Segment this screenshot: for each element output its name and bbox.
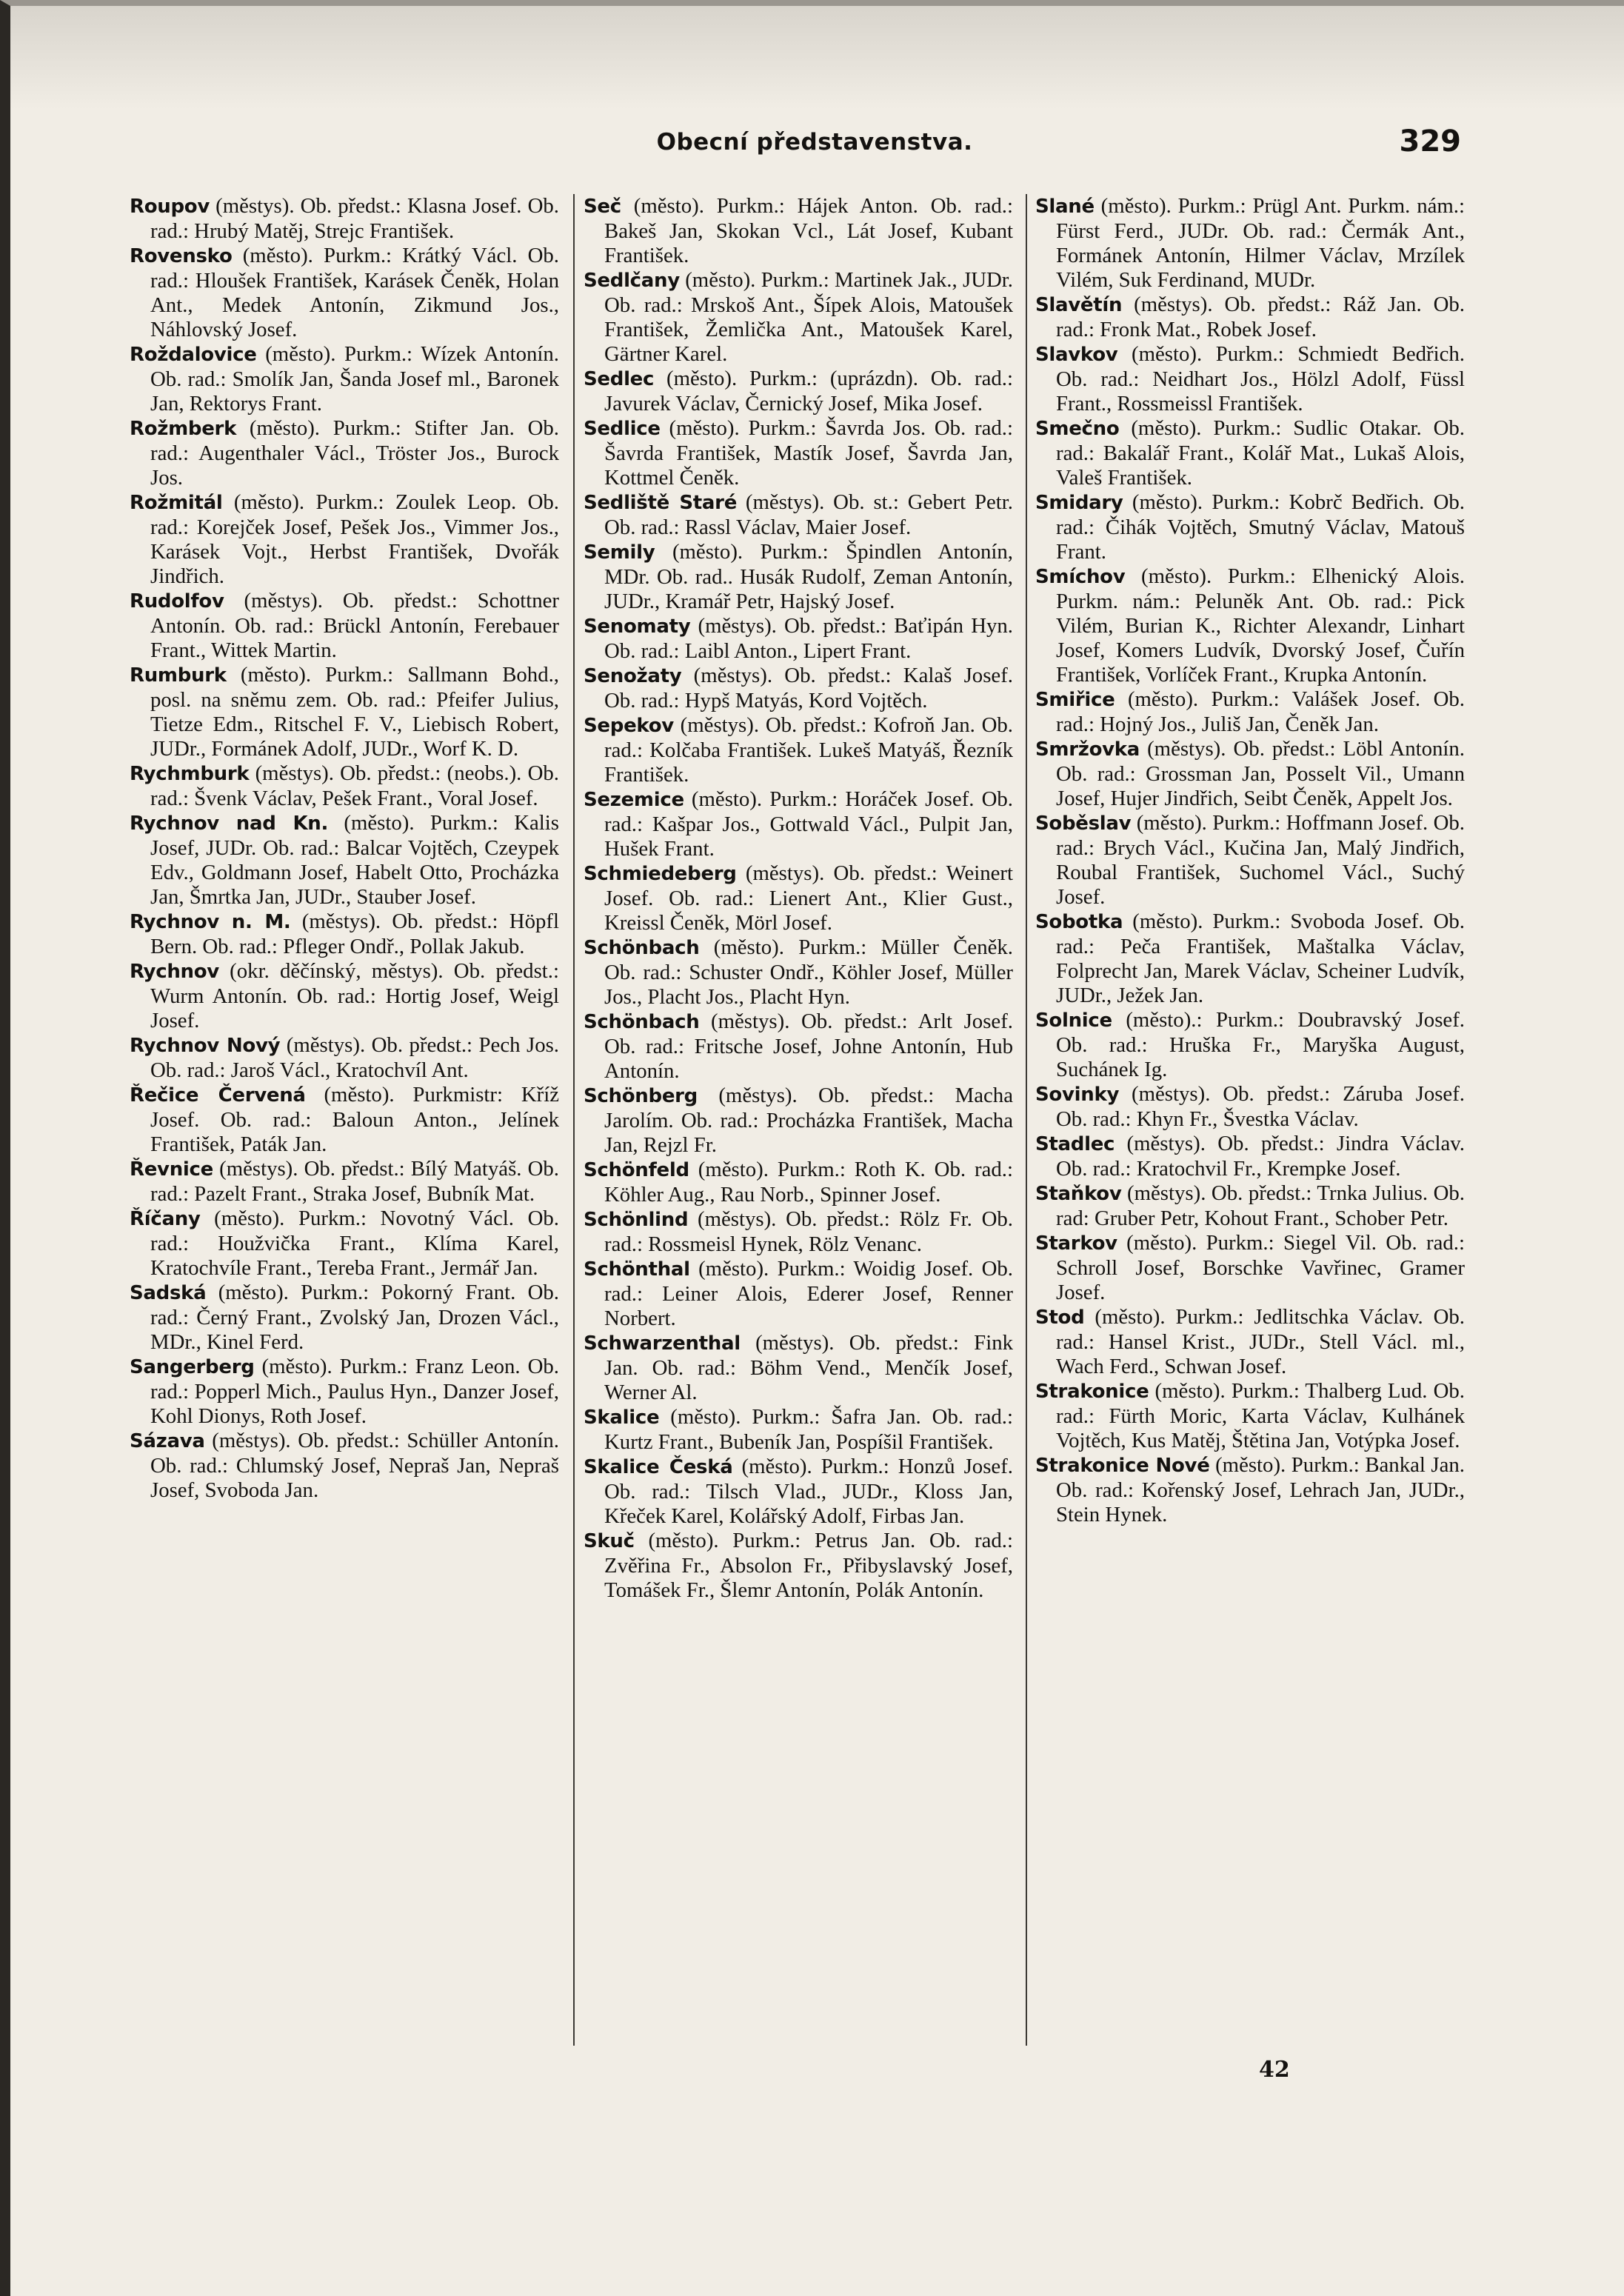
entry-text: (městys). Ob. předst.: Schüller Antonín. Ob. rad.: Chlumský Josef, Nepraš Jan, Nepraš Josef, Svoboda Jan.	[150, 1429, 559, 1502]
town-name: Soběslav	[1035, 812, 1132, 835]
directory-entry	[130, 244, 559, 342]
directory-entry	[130, 1033, 559, 1083]
entry-text: (město). Purkm.: Horáček Josef. Ob. rad.: Kašpar Jos., Gottwald Václ., Pulpit Jan, Hušek Frant.	[604, 787, 1013, 861]
entry-text: (město). Purkm.: Svoboda Josef. Ob. rad.: Peča František, Maštalka Václav, Folprecht Jan, Marek Václav, Scheiner Ludvík, JUDr., Ježek Jan.	[1056, 910, 1465, 1007]
town-name: Strakonice	[1035, 1381, 1149, 1403]
town-name: Staňkov	[1035, 1183, 1122, 1205]
directory-entry	[1035, 1008, 1465, 1082]
directory-entry	[584, 664, 1013, 713]
entry-text: (městys). Ob. předst.: Macha Jarolím. Ob. rad.: Procházka František, Macha Jan, Rejzl Fr.	[604, 1084, 1013, 1157]
entry-text: (město). Purkm.: Zoulek Leop. Ob. rad.: Korejček Josef, Pešek Jos., Vimmer Jos., Karásek Vojt., Herbst František, Dvořák Jindřich.	[150, 490, 559, 588]
entry-text: (město). Purkm.: Sudlic Otakar. Ob. rad.: Bakalář Frant., Kolář Mat., Lukaš Alois, Valeš František.	[1056, 416, 1465, 490]
town-name: Senožaty	[584, 665, 682, 687]
directory-entry	[1035, 1453, 1465, 1527]
directory-entry	[130, 490, 559, 589]
directory-entry	[1035, 1132, 1465, 1181]
town-name: Schönberg	[584, 1085, 698, 1107]
entry-text: (město). Purkm.: Šavrda Jos. Ob. rad.: Šavrda František, Mastík Josef, Šavrda Jan, Kottmel Čeněk.	[604, 416, 1013, 490]
directory-entry	[130, 416, 559, 490]
entry-text: (město). Purkm.: Špindlen Antonín, MDr. Ob. rad.. Husák Rudolf, Zeman Antonín, JUDr., Kramář Petr, Hajský Josef.	[604, 540, 1013, 613]
entry-text: (město). Purkm.: Martinek Jak., JUDr. Ob. rad.: Mrskoš Ant., Šípek Alois, Matoušek František, Žemlička Ant., Matoušek Karel, Gärtner Karel.	[604, 268, 1013, 366]
town-name: Schönbach	[584, 1011, 700, 1033]
town-name: Sobotka	[1035, 911, 1123, 933]
column-divider	[1026, 194, 1027, 2046]
town-name: Rychnov Nový	[130, 1035, 281, 1057]
entry-text: (městys). Ob. předst.: (neobs.). Ob. rad.: Švenk Václav, Pešek Frant., Voral Josef.	[150, 761, 559, 810]
town-name: Slavkov	[1035, 344, 1118, 366]
town-name: Roždalovice	[130, 344, 257, 366]
town-name: Skalice	[584, 1406, 660, 1429]
directory-entry	[130, 589, 559, 663]
town-name: Sedlice	[584, 418, 661, 440]
entry-text: (město). Purkm.: Honzů Josef. Ob. rad.: Tilsch Vlad., JUDr., Kloss Jan, Křeček Karel, Kolářský Adolf, Firbas Jan.	[604, 1455, 1013, 1528]
entry-text: (okr. děčínský, městys). Ob. předst.: Wurm Antonín. Ob. rad.: Hortig Josef, Weigl Josef.	[150, 959, 559, 1032]
column-1	[130, 194, 559, 2060]
entry-text: (město). Purkm.: Thalberg Lud. Ob. rad.: Fürth Moric, Karta Václav, Kulhánek Vojtěch, Kus Matěj, Štětina Jan, Votýpka Josef.	[1056, 1379, 1465, 1452]
directory-entry	[584, 1084, 1013, 1158]
entry-text: (město). Purkm.: Elhenický Alois. Purkm. nám.: Peluněk Ant. Ob. rad.: Pick Vilém, Burian K., Richter Alexandr, Linhart Josef, Komers Ludvík, Dvorský Josef, Čuřín František, Vorlíček Frant., Krupka Antonín.	[1056, 564, 1465, 687]
entry-text: (městys). Ob. předst.: Fink Jan. Ob. rad.: Böhm Vend., Menčík Josef, Werner Al.	[604, 1331, 1013, 1404]
directory-entry	[130, 194, 559, 244]
entry-text: (městys). Ob. předst.: Ráž Jan. Ob. rad.: Fronk Mat., Robek Josef.	[1056, 293, 1465, 341]
entry-text: (město). Purkm.: Stifter Jan. Ob. rad.: Augenthaler Václ., Tröster Jos., Burock Jos.	[150, 416, 559, 490]
entry-text: (město). Purkm.: Sallmann Bohd., posl. na sněmu zem. Ob. rad.: Pfeifer Julius, Tietze Edm., Ritschel F. V., Liebisch Robert, JUDr., Formánek Adolf, JUDr., Worf K. D.	[150, 663, 559, 761]
entry-text: (městys). Ob. předst.: Löbl Antonín. Ob. rad.: Grossman Jan, Posselt Vil., Umann Josef, Hujer Jindřich, Seibt Čeněk, Appelt Jos.	[1056, 737, 1465, 810]
entry-text: (městys). Ob. předst.: Jindra Václav. Ob. rad.: Kratochvil Fr., Krempke Josef.	[1056, 1132, 1465, 1181]
town-name: Smidary	[1035, 492, 1123, 514]
directory-entry	[584, 416, 1013, 490]
directory-columns	[130, 194, 1474, 2060]
town-name: Schönfeld	[584, 1159, 689, 1181]
directory-entry	[584, 787, 1013, 861]
directory-entry	[1035, 1305, 1465, 1379]
directory-entry	[584, 268, 1013, 367]
directory-entry	[1035, 910, 1465, 1008]
directory-entry	[1035, 293, 1465, 342]
town-name: Stod	[1035, 1306, 1085, 1329]
entry-text: (městys). Ob. předst.: Kalaš Josef. Ob. rad.: Hypš Matyás, Kord Vojtěch.	[604, 664, 1013, 713]
town-name: Smečno	[1035, 418, 1120, 440]
town-name: Skalice Česká	[584, 1456, 733, 1478]
entry-text: (městys). Ob. předst.: Pech Jos. Ob. rad.: Jaroš Václ., Kratochvíl Ant.	[150, 1033, 559, 1082]
entry-text: (město). Purkm.: Müller Čeněk. Ob. rad.: Schuster Ondř., Köhler Josef, Müller Jos., Placht Jos., Placht Hyn.	[604, 935, 1013, 1009]
town-name: Smržovka	[1035, 738, 1140, 761]
entry-text: (městys). Ob. předst.: Rölz Fr. Ob. rad.: Rossmeisl Hynek, Rölz Venanc.	[604, 1207, 1013, 1256]
entry-text: (město).: Purkm.: Doubravský Josef. Ob. rad.: Hruška Fr., Maryška August, Suchánek Ig.	[1056, 1008, 1465, 1081]
entry-text: (městys). Ob. předst.: Záruba Josef. Ob. rad.: Khyn Fr., Švestka Václav.	[1056, 1082, 1465, 1131]
entry-text: (městys). Ob. předst.: Schottner Antonín. Ob. rad.: Brückl Antonín, Ferebauer Frant., Wittek Martin.	[150, 589, 559, 662]
entry-text: (město). Purkm.: Schmiedt Bedřich. Ob. rad.: Neidhart Jos., Hölzl Adolf, Füssl Frant., Rossmeissl František.	[1056, 342, 1465, 416]
sheet-signature: 42	[1259, 2057, 1290, 2083]
entry-text: (město). Purkm.: Roth K. Ob. rad.: Köhler Aug., Rau Norb., Spinner Josef.	[604, 1158, 1013, 1207]
entry-text: (město). Purkm.: Franz Leon. Ob. rad.: Popperl Mich., Paulus Hyn., Danzer Josef, Kohl Dionys, Roth Josef.	[150, 1355, 559, 1428]
town-name: Smíchov	[1035, 566, 1126, 588]
entry-text: (město). Purkm.: Wízek Antonín. Ob. rad.: Smolík Jan, Šanda Josef ml., Baronek Jan, Rektorys Frant.	[150, 342, 559, 416]
town-name: Slané	[1035, 196, 1095, 218]
town-name: Slavětín	[1035, 294, 1123, 316]
town-name: Sedliště Staré	[584, 492, 738, 514]
directory-entry	[1035, 1231, 1465, 1305]
entry-text: (městys). Ob. předst.: Klasna Josef. Ob. rad.: Hrubý Matěj, Strejc František.	[150, 194, 559, 243]
directory-entry	[130, 342, 559, 416]
town-name: Skuč	[584, 1530, 635, 1552]
directory-entry	[130, 1157, 559, 1207]
entry-text: (město). Purkmistr: Kříž Josef. Ob. rad.: Baloun Anton., Jelínek František, Paták Jan.	[150, 1083, 559, 1156]
directory-entry	[1035, 1181, 1465, 1231]
entry-text: (město). Purkm.: Hoffmann Josef. Ob. rad.: Brych Václ., Kučina Jan, Malý Jindřich, Roubal František, Suchomel Václ., Suchý Josef.	[1056, 811, 1465, 909]
directory-entry	[584, 1455, 1013, 1529]
town-name: Sázava	[130, 1430, 205, 1452]
entry-text: (městys). Ob. předst.: Kofroň Jan. Ob. rad.: Kolčaba František. Lukeš Matyáš, Řezník František.	[604, 713, 1013, 787]
town-name: Semily	[584, 541, 655, 564]
town-name: Sovinky	[1035, 1084, 1120, 1106]
town-name: Schwarzenthal	[584, 1332, 741, 1355]
entry-text: (město). Purkm.: Bankal Jan. Ob. rad.: Kořenský Josef, Lehrach Jan, JUDr., Stein Hynek.	[1056, 1453, 1465, 1526]
directory-entry	[130, 1281, 559, 1355]
directory-entry	[584, 1331, 1013, 1405]
directory-entry	[584, 194, 1013, 268]
directory-entry	[130, 959, 559, 1033]
directory-entry	[584, 614, 1013, 664]
town-name: Rychmburk	[130, 763, 250, 785]
town-name: Rychnov n. M.	[130, 911, 291, 933]
directory-entry	[1035, 811, 1465, 910]
directory-entry	[584, 1257, 1013, 1331]
directory-entry	[584, 713, 1013, 787]
directory-entry	[130, 910, 559, 959]
entry-text: (město). Purkm.: Petrus Jan. Ob. rad.: Zvěřina Fr., Absolon Fr., Přibyslavský Josef, Tomášek Fr., Šlemr Antonín, Polák Antonín.	[604, 1529, 1013, 1602]
town-name: Rožmberk	[130, 418, 237, 440]
entry-text: (město). Purkm.: Pokorný Frant. Ob. rad.: Černý Frant., Zvolský Jan, Drozen Václ., MDr., Kinel Ferd.	[150, 1281, 559, 1354]
entry-text: (město). Purkm.: (uprázdn). Ob. rad.: Javurek Václav, Černický Josef, Mika Josef.	[604, 367, 1013, 416]
town-name: Seč	[584, 196, 621, 218]
directory-entry	[1035, 194, 1465, 293]
directory-entry	[130, 761, 559, 811]
directory-entry	[1035, 416, 1465, 490]
directory-entry	[1035, 342, 1465, 416]
page-title: Obecní představenstva.	[656, 129, 973, 156]
directory-entry	[584, 1158, 1013, 1207]
town-name: Rychnov nad Kn.	[130, 812, 329, 835]
directory-entry	[130, 663, 559, 761]
entry-text: (město). Purkm.: Krátký Václ. Ob. rad.: Hloušek František, Karásek Čeněk, Holan Ant., Medek Antonín, Zikmund Jos., Náhlovský Josef.	[150, 244, 559, 341]
entry-text: (městys). Ob. předst.: Trnka Julius. Ob. rad: Gruber Petr, Kohout Frant., Schober Petr.	[1056, 1181, 1465, 1230]
entry-text: (městys). Ob. předst.: Arlt Josef. Ob. rad.: Fritsche Josef, Johne Antonín, Hub Antonín.	[604, 1009, 1013, 1083]
running-head	[0, 124, 1624, 169]
town-name: Schönthal	[584, 1258, 690, 1281]
entry-text: (městys). Ob. předst.: Baťipán Hyn. Ob. rad.: Laibl Anton., Lipert Frant.	[604, 614, 1013, 663]
entry-text: (město). Purkm.: Kalis Josef, JUDr. Ob. rad.: Balcar Vojtěch, Czeypek Edv., Goldmann Josef, Habelt Otto, Procházka Jan, Šmrtka Jan, JUDr., Stauber Josef.	[150, 811, 559, 909]
town-name: Sepekov	[584, 715, 674, 737]
entry-text: (město). Purkm.: Woidig Josef. Ob. rad.: Leiner Alois, Ederer Josef, Renner Norbert.	[604, 1257, 1013, 1330]
town-name: Schönbach	[584, 937, 700, 959]
entry-text: (město). Purkm.: Kobrč Bedřich. Ob. rad.: Čihák Vojtěch, Smutný Václav, Matouš Frant.	[1056, 490, 1465, 564]
entry-text: (město). Purkm.: Novotný Václ. Ob. rad.: Houžvička Frant., Klíma Karel, Kratochvíle Frant., Tereba Frant., Jermář Jan.	[150, 1207, 559, 1280]
town-name: Rudolfov	[130, 590, 224, 613]
town-name: Roupov	[130, 196, 210, 218]
entry-text: (městys). Ob. předst.: Weinert Josef. Ob. rad.: Lienert Ant., Klier Gust., Kreissl Čeněk, Mörl Josef.	[604, 861, 1013, 935]
column-2	[584, 194, 1013, 2060]
town-name: Strakonice Nové	[1035, 1455, 1210, 1477]
town-name: Řevnice	[130, 1158, 213, 1181]
directory-entry	[130, 1429, 559, 1503]
directory-entry	[130, 1355, 559, 1429]
town-name: Řečice Červená	[130, 1084, 306, 1107]
town-name: Schönlind	[584, 1209, 689, 1231]
directory-entry	[584, 1207, 1013, 1257]
directory-entry	[584, 367, 1013, 416]
directory-entry	[130, 811, 559, 910]
directory-entry	[1035, 564, 1465, 687]
directory-entry	[584, 861, 1013, 935]
entry-text: (město). Purkm.: Hájek Anton. Ob. rad.: Bakeš Jan, Skokan Vcl., Lát Josef, Kubant František.	[604, 194, 1013, 267]
directory-entry	[1035, 490, 1465, 564]
town-name: Smiřice	[1035, 689, 1115, 711]
town-name: Rožmitál	[130, 492, 223, 514]
directory-entry	[584, 490, 1013, 540]
directory-entry	[584, 1009, 1013, 1084]
town-name: Rumburk	[130, 664, 227, 687]
directory-entry	[130, 1083, 559, 1157]
entry-text: (město). Purkm.: Prügl Ant. Purkm. nám.: Fürst Ferd., JUDr. Ob. rad.: Čermák Ant., Formánek Antonín, Hilmer Václav, Mrzílek Vilém, Suk Ferdinand, MUDr.	[1056, 194, 1465, 292]
directory-entry	[584, 1529, 1013, 1603]
town-name: Sedlec	[584, 368, 655, 390]
directory-entry	[584, 935, 1013, 1009]
town-name: Rychnov	[130, 961, 219, 983]
town-name: Sadská	[130, 1282, 207, 1304]
entry-text: (městys). Ob. předst.: Höpfl Bern. Ob. rad.: Pfleger Ondř., Pollak Jakub.	[150, 910, 559, 958]
page-number: 329	[1399, 124, 1461, 158]
town-name: Starkov	[1035, 1232, 1117, 1255]
town-name: Sangerberg	[130, 1356, 255, 1378]
column-divider	[573, 194, 575, 2046]
town-name: Stadlec	[1035, 1133, 1115, 1155]
column-3	[1035, 194, 1465, 2060]
entry-text: (město). Purkm.: Jedlitschka Václav. Ob. rad.: Hansel Krist., JUDr., Stell Václ. ml., Wach Ferd., Schwan Josef.	[1056, 1305, 1465, 1378]
directory-entry	[130, 1207, 559, 1281]
town-name: Říčany	[130, 1208, 201, 1230]
town-name: Sezemice	[584, 789, 684, 811]
entry-text: (město). Purkm.: Valášek Josef. Ob. rad.: Hojný Jos., Juliš Jan, Čeněk Jan.	[1056, 687, 1465, 736]
town-name: Senomaty	[584, 615, 691, 638]
directory-entry	[584, 1405, 1013, 1455]
directory-entry	[1035, 737, 1465, 811]
entry-text: (městys). Ob. předst.: Bílý Matyáš. Ob. rad.: Pazelt Frant., Straka Josef, Bubník Mat.	[150, 1157, 559, 1206]
town-name: Sedlčany	[584, 270, 680, 292]
town-name: Rovensko	[130, 245, 233, 267]
entry-text: (městys). Ob. st.: Gebert Petr. Ob. rad.: Rassl Václav, Maier Josef.	[604, 490, 1013, 539]
town-name: Solnice	[1035, 1009, 1112, 1032]
directory-entry	[1035, 1379, 1465, 1453]
entry-text: (město). Purkm.: Siegel Vil. Ob. rad.: Schroll Josef, Borschke Vavřinec, Gramer Josef.	[1056, 1231, 1465, 1304]
directory-entry	[1035, 687, 1465, 737]
town-name: Schmiedeberg	[584, 863, 737, 885]
entry-text: (město). Purkm.: Šafra Jan. Ob. rad.: Kurtz Frant., Bubeník Jan, Pospíšil František.	[604, 1405, 1013, 1454]
directory-entry	[1035, 1082, 1465, 1132]
directory-entry	[584, 540, 1013, 614]
